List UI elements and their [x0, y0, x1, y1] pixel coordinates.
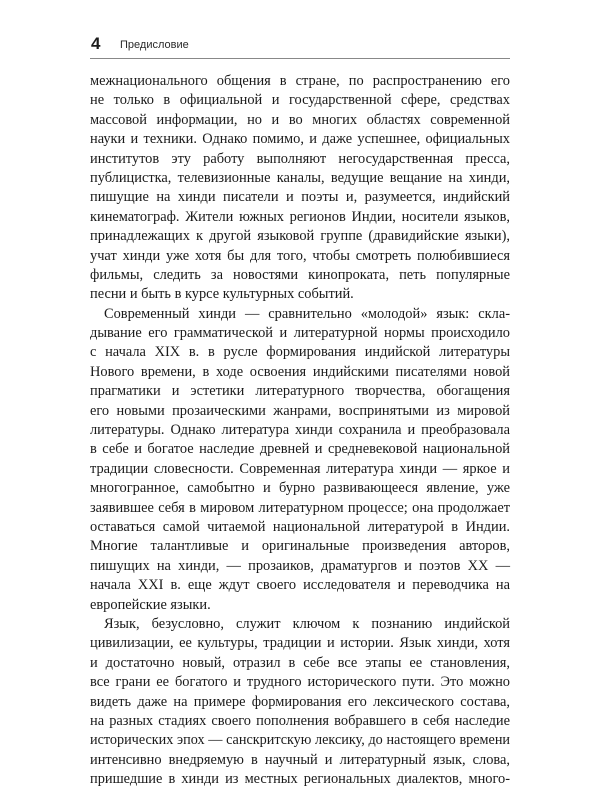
- text-line: и достаточно новый, отразил в себе все этапы ее становления,: [90, 654, 510, 671]
- text-line: Многие талантливые и оригинальные произведения авторов,: [90, 538, 510, 555]
- section-title: Предисловие: [120, 39, 189, 51]
- text-line: европейские языки.: [90, 596, 211, 613]
- text-line: Нового времени, в ходе освоения индийскими писателями новой: [90, 363, 510, 380]
- text-line: дывание его грамматической и литературной нормы происходило: [90, 325, 510, 342]
- text-line: все грани ее богатого и трудного исторического пути. Это можно: [90, 674, 510, 691]
- text-line: интенсивно внедряемую в научный и литературный язык, слова,: [90, 751, 510, 768]
- text-line: на разных стадиях своего пополнения вобравшего в себя наследие: [90, 712, 510, 729]
- header-rule: [90, 58, 510, 59]
- text-line: пишущих на хинди, — прозаиков, драматургов и поэтов XX —: [90, 557, 510, 574]
- text-line: пишущие на хинди писатели и поэты и, разумеется, индийский: [90, 189, 510, 206]
- text-line: оставаться самой читаемой национальной литературой в Индии.: [90, 518, 510, 535]
- text-line: науки и техники. Однако помимо, и даже успешнее, официальных: [90, 131, 510, 148]
- text-line: массовой информации, но и во многих областях современной: [90, 111, 510, 128]
- text-line: начала XXI в. еще ждут своего исследователя и переводчика на: [90, 577, 510, 594]
- text-line: с начала XIX в. в русле формирования индийской литературы: [90, 344, 510, 361]
- text-line: институтов эту работу выполняют негосударственная пресса,: [90, 150, 510, 167]
- text-line: цивилизации, ее культуры, традиции и истории. Язык хинди, хотя: [90, 635, 510, 652]
- body-text: [90, 72, 510, 789]
- text-line: учат хинди уже хотя бы для того, чтобы смотреть полюбившиеся: [90, 247, 510, 264]
- text-line: кинематограф. Жители южных регионов Индии, носители языков,: [90, 208, 510, 225]
- text-line: фильмы, следить за новостями кинопроката, петь популярные: [90, 266, 510, 283]
- text-line: межнационального общения в стране, по распространению его: [90, 73, 510, 89]
- text-line: его новыми прозаическими жанрами, воспринятыми из мировой: [90, 402, 510, 419]
- text-line: видеть даже на примере формирования его лексического состава,: [90, 693, 510, 710]
- text-line: заявившее себя в мировом литературном процессе; она продолжает: [90, 499, 510, 516]
- text-line: многогранное, самобытно и бурно развивающееся явление, уже: [90, 480, 510, 497]
- paragraph-3: [90, 615, 510, 789]
- paragraph-1: [90, 72, 510, 305]
- text-line: не только в официальной и государственной сфере, средствах: [90, 92, 510, 109]
- running-head: [90, 34, 510, 60]
- text-line: пришедшие в хинди из местных региональных диалектов, много-: [90, 771, 510, 788]
- text-line: прагматики и эстетики литературного творчества, обогащения: [90, 383, 510, 400]
- text-line: публицистка, телевизионные каналы, ведущие вещание на хинди,: [90, 169, 510, 186]
- text-line: в себе и богатое наследие древней и средневековой национальной: [90, 441, 510, 458]
- text-line: принадлежащих к другой языковой группе (дравидийские языки),: [90, 228, 510, 245]
- text-line: песни и быть в курсе культурных событий.: [90, 286, 354, 303]
- paragraph-2: [90, 305, 510, 615]
- page-number: 4: [91, 34, 101, 53]
- text-line: литературы. Однако литература хинди сохранила и преобразовала: [90, 422, 510, 439]
- text-line: исторических эпох — санскритскую лексику, до настоящего времени: [90, 732, 510, 749]
- text-line: Современный хинди — сравнительно «молодой» язык: скла-: [104, 305, 510, 322]
- text-line: традиции словесности. Современная литература хинди — яркое и: [90, 460, 510, 477]
- text-line: Язык, безусловно, служит ключом к познанию индийской: [104, 615, 510, 632]
